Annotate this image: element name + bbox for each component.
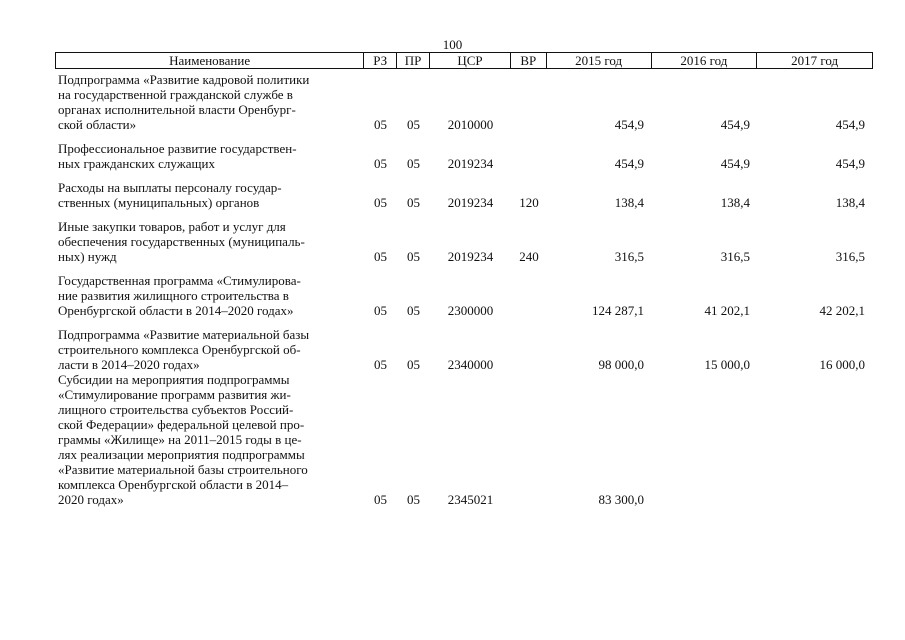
row-csr: 2300000 — [447, 303, 494, 318]
row-2017: 138,4 — [835, 195, 865, 210]
row-2017: 42 202,1 — [819, 303, 865, 318]
row-pr: 05 — [407, 249, 420, 264]
row-csr: 2019234 — [447, 156, 494, 171]
row-2017: 316,5 — [835, 249, 865, 264]
row-csr: 2019234 — [447, 195, 494, 210]
table-row — [55, 372, 873, 507]
row-pr: 05 — [407, 195, 420, 210]
header-rz: РЗ — [364, 53, 397, 68]
header-pr: ПР — [397, 53, 430, 68]
row-name: Профессиональное развитие государствен- ных гражданских служащих — [58, 141, 297, 171]
row-rz: 05 — [374, 303, 387, 318]
row-2015: 454,9 — [614, 156, 644, 171]
row-2016: 454,9 — [720, 117, 750, 132]
row-vr: 240 — [519, 249, 539, 264]
row-pr: 05 — [407, 303, 420, 318]
header-name: Наименование — [56, 53, 364, 68]
row-name: Подпрограмма «Развитие материальной базы строительного комплекса Оренбургской об- ласти в 2014–2020 годах» — [58, 327, 310, 372]
row-pr: 05 — [407, 357, 420, 372]
header-2015: 2015 год — [547, 53, 652, 68]
row-name: Подпрограмма «Развитие кадровой политики на государственной гражданской службе в органах исполнительной власти Оренбург- ской области» — [58, 72, 310, 132]
table-row — [55, 273, 873, 318]
table-body — [55, 72, 873, 516]
table-header — [55, 52, 873, 69]
row-2017: 454,9 — [835, 156, 865, 171]
row-2016: 41 202,1 — [704, 303, 750, 318]
row-rz: 05 — [374, 195, 387, 210]
row-name: Расходы на выплаты персоналу государ- ственных (муниципальных) органов — [58, 180, 282, 210]
row-2016: 316,5 — [720, 249, 750, 264]
header-2016: 2016 год — [652, 53, 758, 68]
row-pr: 05 — [407, 492, 420, 507]
row-rz: 05 — [374, 117, 387, 132]
table-row — [55, 219, 873, 264]
row-rz: 05 — [374, 249, 387, 264]
row-pr: 05 — [407, 156, 420, 171]
row-rz: 05 — [374, 156, 387, 171]
row-name: Государственная программа «Стимулирова- ние развития жилищного строительства в Оренбургской области в 2014–2020 годах» — [58, 273, 301, 318]
row-csr: 2019234 — [447, 249, 494, 264]
row-csr: 2345021 — [447, 492, 494, 507]
table-row — [55, 180, 873, 210]
table-row — [55, 141, 873, 171]
row-2015: 83 300,0 — [598, 492, 644, 507]
row-2017: 16 000,0 — [819, 357, 865, 372]
row-csr: 2010000 — [447, 117, 494, 132]
row-2016: 138,4 — [720, 195, 750, 210]
row-2016: 15 000,0 — [704, 357, 750, 372]
row-name: Иные закупки товаров, работ и услуг для обеспечения государственных (муниципаль- ных) нужд — [58, 219, 305, 264]
header-vr: ВР — [511, 53, 547, 68]
row-2015: 138,4 — [614, 195, 644, 210]
row-2015: 454,9 — [614, 117, 644, 132]
table-row — [55, 72, 873, 132]
row-rz: 05 — [374, 492, 387, 507]
header-csr: ЦСР — [430, 53, 511, 68]
row-2015: 98 000,0 — [598, 357, 644, 372]
row-2015: 316,5 — [614, 249, 644, 264]
row-2015: 124 287,1 — [592, 303, 644, 318]
row-csr: 2340000 — [447, 357, 494, 372]
row-2016: 454,9 — [720, 156, 750, 171]
row-name: Субсидии на мероприятия подпрограммы «Стимулирование программ развития жи- лищного строительства субъектов Россий- ской Федерации» федеральной целевой про- граммы «Жилище» на 2011–2015 годы в це- лях реализации мероприятия подпрограммы «Развитие материальной базы строительного комплекса Оренбургской области в 2014– 2020 годах» — [58, 372, 308, 507]
row-pr: 05 — [407, 117, 420, 132]
row-rz: 05 — [374, 357, 387, 372]
table-row — [55, 327, 873, 372]
row-2017: 454,9 — [835, 117, 865, 132]
header-2017: 2017 год — [791, 52, 839, 68]
row-vr: 120 — [519, 195, 539, 210]
page-number: 100 — [442, 37, 463, 52]
